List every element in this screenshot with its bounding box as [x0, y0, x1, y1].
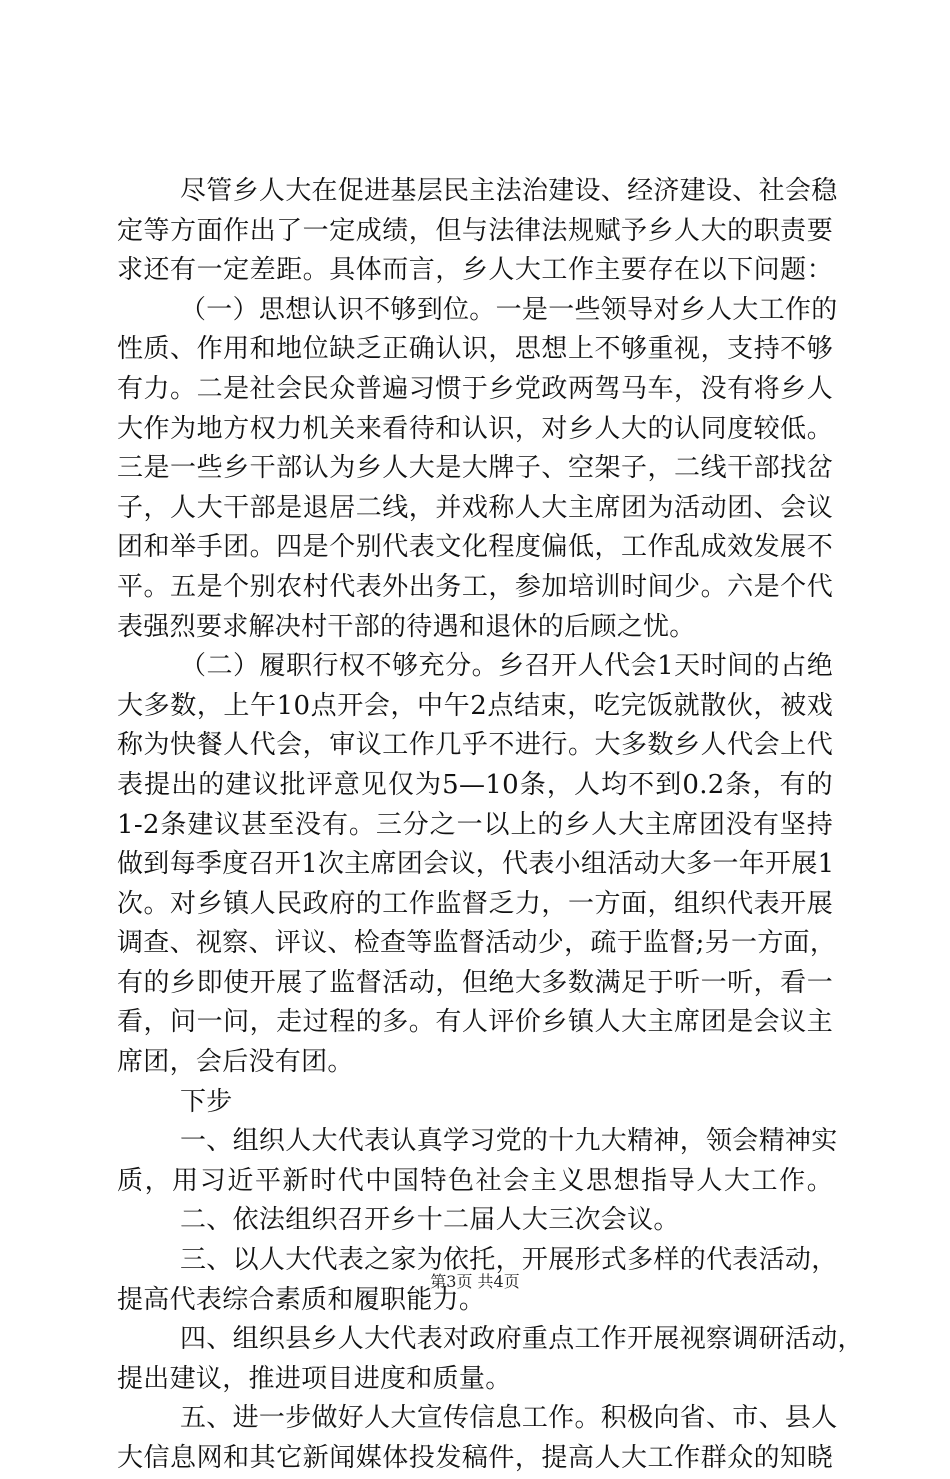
text-line: 尽管乡人大在促进基层民主法治建设、经济建设、社会稳: [180, 176, 838, 206]
text-line: 1-2条建议甚至没有。三分之一以上的乡人大主席团没有坚持: [117, 809, 833, 840]
section-heading-line: （二）履职行权不够充分。乡召开人代会1天时间的占绝: [180, 651, 833, 682]
text-line: 做到每季度召开1次主席团会议，代表小组活动大多一年开展1: [117, 849, 835, 880]
list-item-line: 四、组织县乡人大代表对政府重点工作开展视察调研活动，: [180, 1324, 864, 1355]
text-line: 次。对乡镇人民政府的工作监督乏力，一方面，组织代表开展: [117, 888, 833, 919]
list-item-line: 三、以人大代表之家为依托，开展形式多样的代表活动，: [180, 1245, 838, 1276]
text-line: 团和举手团。四是个别代表文化程度偏低，工作乱成效发展不: [117, 532, 833, 563]
text-line: 定等方面作出了一定成绩，但与法律法规赋予乡人大的职责要: [117, 215, 833, 246]
list-item-line: 五、进一步做好人大宣传信息工作。积极向省、市、县人: [180, 1403, 838, 1434]
text-line: 大多数，上午10点开会，中午2点结束，吃完饭就散伙，被戏: [117, 690, 833, 721]
text-line: 有的乡即使开展了监督活动，但绝大多数满足于听一听，看一: [117, 967, 833, 998]
text-line: 大信息网和其它新闻媒体投发稿件，提高人大工作群众的知晓: [117, 1443, 833, 1473]
text-line: 表强烈要求解决村干部的待遇和退休的后顾之忧。: [117, 611, 696, 642]
text-line: 三是一些乡干部认为乡人大是大牌子、空架子，二线干部找岔: [117, 453, 833, 484]
text-line: 提高代表综合素质和履职能力。: [117, 1284, 486, 1315]
text-line: 提出建议，推进项目进度和质量。: [117, 1363, 512, 1394]
text-line: 有力。二是社会民众普遍习惯于乡党政两驾马车，没有将乡人: [117, 373, 833, 404]
text-line: 子，人大干部是退居二线，并戏称人大主席团为活动团、会议: [117, 492, 833, 523]
subheading-line: 下步: [180, 1086, 233, 1117]
text-line: 质，用习近平新时代中国特色社会主义思想指导人大工作。: [117, 1165, 833, 1196]
text-line: 席团，会后没有团。: [117, 1047, 354, 1078]
text-line: 调查、视察、评议、检查等监督活动少，疏于监督;另一方面，: [117, 928, 837, 959]
text-line: 大作为地方权力机关来看待和认识，对乡人大的认同度较低。: [117, 413, 833, 444]
list-item-line: 二、依法组织召开乡十二届人大三次会议。: [180, 1205, 680, 1236]
text-line: 平。五是个别农村代表外出务工，参加培训时间少。六是个代: [117, 571, 833, 602]
section-heading-line: （一）思想认识不够到位。一是一些领导对乡人大工作的: [180, 294, 838, 325]
text-line: 表提出的建议批评意见仅为5—10条，人均不到0.2条，有的: [117, 769, 833, 800]
text-line: 性质、作用和地位缺乏正确认识，思想上不够重视，支持不够: [117, 334, 833, 365]
text-line: 看，问一问，走过程的多。有人评价乡镇人大主席团是会议主: [117, 1007, 833, 1038]
text-line: 称为快餐人代会，审议工作几乎不进行。大多数乡人代会上代: [117, 730, 833, 761]
text-line: 求还有一定差距。具体而言，乡人大工作主要存在以下问题：: [117, 255, 833, 286]
page-footer: 第3页 共4页: [430, 1272, 520, 1291]
list-item-line: 一、组织人大代表认真学习党的十九大精神，领会精神实: [180, 1126, 838, 1157]
